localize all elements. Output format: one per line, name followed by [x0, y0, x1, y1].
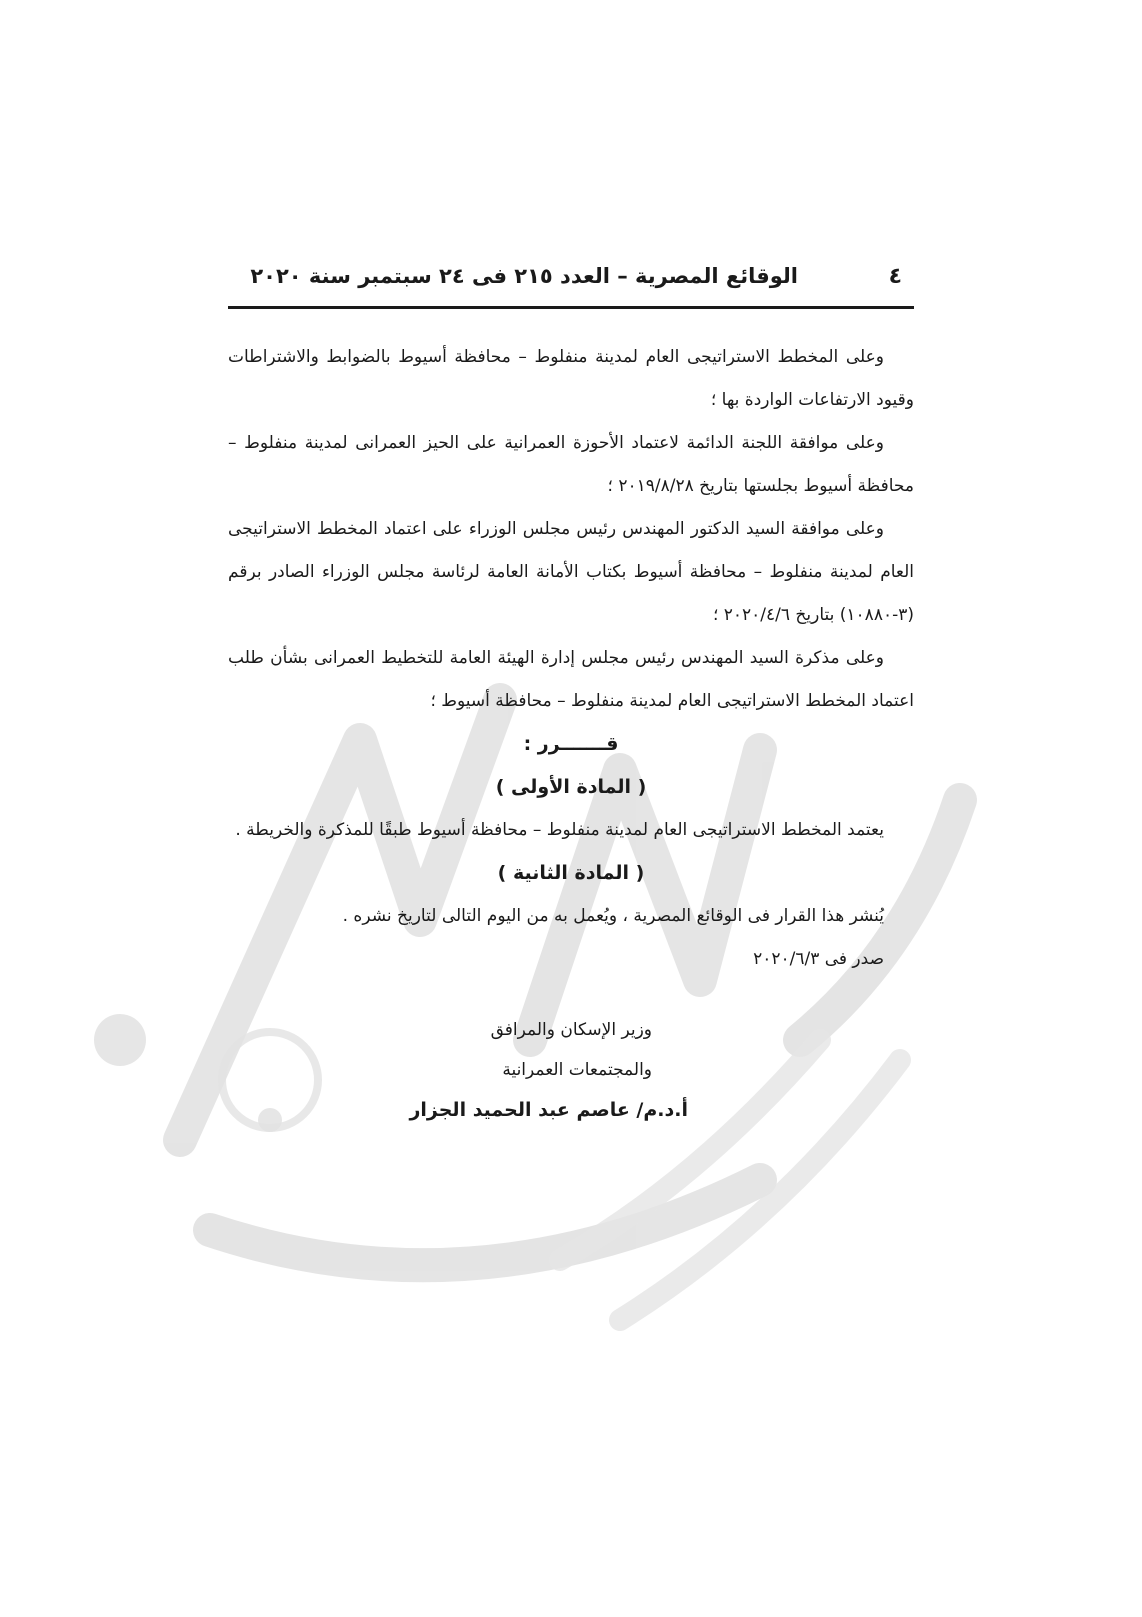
document-body [228, 336, 914, 981]
header-divider [228, 306, 914, 309]
decided-heading: قـــــــرر : [523, 733, 619, 755]
article-2-text: يُنشر هذا القرار فى الوقائع المصرية ، ويُعمل به من اليوم التالى لتاريخ نشره . [342, 906, 884, 926]
issue-date: صدر فى ٢٠٢٠/٦/٣ [753, 949, 884, 969]
page-number: ٤ [888, 264, 902, 289]
gazette-title: الوقائع المصرية – العدد ٢١٥ فى ٢٤ سبتمبر سنة ٢٠٢٠ [250, 264, 798, 288]
signature-block [228, 1010, 688, 1130]
page-header [228, 260, 914, 304]
signatory-name: أ.د.م/ عاصم عبد الحميد الجزار [409, 1099, 688, 1121]
recital-paragraph: وعلى مذكرة السيد المهندس رئيس مجلس إدارة الهيئة العامة للتخطيط العمرانى بشأن طلب اعتماد المخطط الاستراتيجى العام لمدينة منفلوط – محافظة أسيوط ؛ [228, 648, 914, 711]
article-1-heading: ( المادة الأولى ) [495, 776, 647, 798]
recital-paragraph: وعلى موافقة السيد الدكتور المهندس رئيس مجلس الوزراء على اعتماد المخطط الاستراتيجى العام لمدينة منفلوط – محافظة أسيوط بكتاب الأمانة العامة لرئاسة مجلس الوزراء الصادر برقم (٣-١٠٨٨٠) بتاريخ ٢٠٢٠/٤/٦ ؛ [228, 519, 914, 625]
article-2-heading: ( المادة الثانية ) [497, 862, 645, 884]
article-1-text: يعتمد المخطط الاستراتيجى العام لمدينة منفلوط – محافظة أسيوط طبقًا للمذكرة والخريطة . [235, 820, 884, 840]
signatory-role-line-1: وزير الإسكان والمرافق [490, 1020, 652, 1040]
signatory-role-line-2: والمجتمعات العمرانية [502, 1060, 652, 1080]
recital-paragraph: وعلى موافقة اللجنة الدائمة لاعتماد الأحوزة العمرانية على الحيز العمرانى لمدينة منفلوط – محافظة أسيوط بجلستها بتاريخ ٢٠١٩/٨/٢٨ ؛ [228, 433, 914, 496]
recital-paragraph: وعلى المخطط الاستراتيجى العام لمدينة منفلوط – محافظة أسيوط بالضوابط والاشتراطات وقيود الارتفاعات الواردة بها ؛ [228, 347, 914, 410]
